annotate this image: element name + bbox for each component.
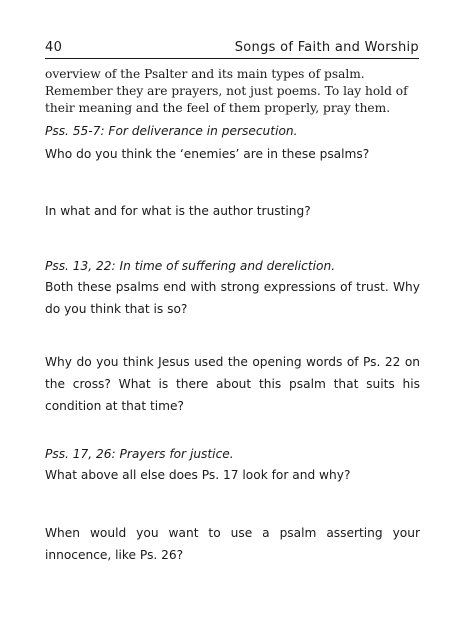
question-ps26: When would you want to use a psalm asserting your innocence, like Ps. 26? [45, 526, 420, 562]
page-number: 40 [45, 40, 63, 55]
running-title: Songs of Faith and Worship [234, 40, 419, 55]
question-jesus-cross: Why do you think Jesus used the opening words of Ps. 22 on the cross? What is there about this psalm that suits his condition at that time? [45, 355, 420, 413]
question-ps17: What above all else does Ps. 17 look for and why? [45, 468, 351, 482]
question-trusting: In what and for what is the author trusting? [45, 204, 311, 218]
section-heading-justice: Pss. 17, 26: Prayers for justice. [45, 447, 234, 461]
section-heading-suffering: Pss. 13, 22: In time of suffering and dereliction. [45, 259, 336, 273]
question-trust-endings: Both these psalms end with strong expressions of trust. Why do you think that is so? [45, 280, 420, 316]
running-header [45, 40, 419, 59]
section-heading-persecution: Pss. 55-7: For deliverance in persecution. [45, 124, 298, 138]
intro-paragraph: overview of the Psalter and its main types of psalm. Remember they are prayers, not just poems. To lay hold of their meaning and the feel of them properly, pray them. [45, 67, 408, 115]
question-enemies: Who do you think the ‘enemies’ are in these psalms? [45, 147, 370, 161]
